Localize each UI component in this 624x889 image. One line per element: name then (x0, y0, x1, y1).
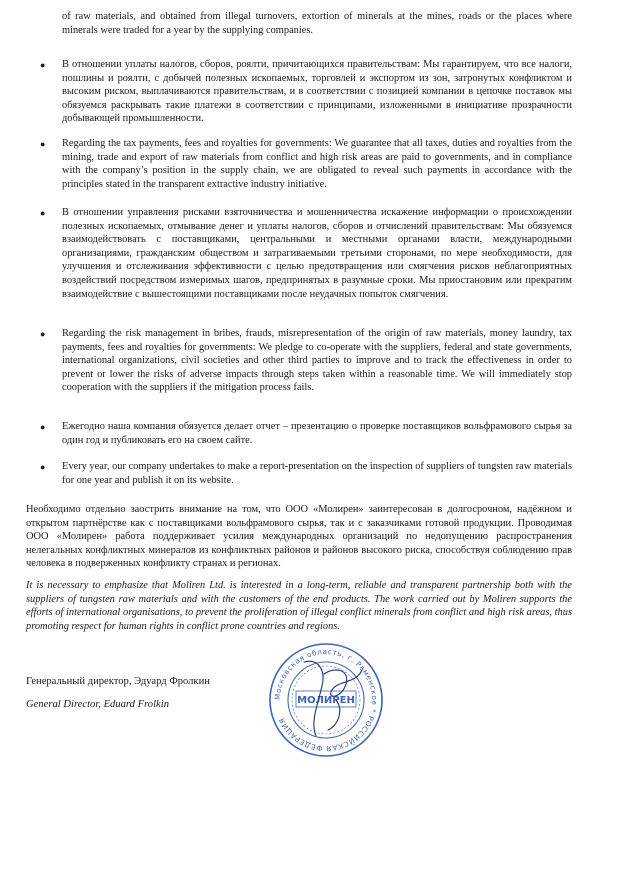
bullet-marker: ● (40, 208, 46, 218)
bullet-marker: ● (40, 422, 46, 432)
signatory-ru: Генеральный директор, Эдуард Фролкин (26, 676, 210, 687)
closing-paragraph-ru: Необходимо отдельно заострить внимание на том, что ООО «Молирен» заинтересован в долгосрочном, надёжном и открытом партнёрстве как с поставщиками вольфрамового сырья, так и с заказчиками готовой продукции. Проводимая ООО «Молирен» работа поддерживает усилия международных организаций по недопущению распространения нелегальных конфликтных минералов из конфликтных районов и районов высокого риска, способствуя соблюдению прав человека в подверженных конфликту странах и регионах. (26, 504, 572, 570)
company-stamp (266, 640, 386, 760)
bullet-item-risk-ru: В отношении управления рисками взяточничества и мошенничества искажение информации о происхождении полезных ископаемых, отмывание денег и уплаты налогов, сборов и отчислений правительствам: Мы обязуемся взаимодействовать с поставщиками, центральными и местными органами власти, международными организациями, гражданским обществом и затрагиваемыми третьими сторонами, по мере необходимости, для улучшения и отслеживания эффективности с целью предотвращения или смягчения рисков неблагоприятных воздействий посредством измеримых шагов, предпринятых в разумные сроки. Мы приостановим или прекратим взаимодействие с вышестоящими поставщиками после неудачных попыток смягчения. (62, 207, 572, 300)
bullet-item-report-ru: Ежегодно наша компания обязуется делает отчет – презентацию о проверке поставщиков вольфрамового сырья за один год и публиковать его на своем сайте. (62, 421, 572, 446)
bullet-marker: ● (40, 329, 46, 339)
bullet-marker: ● (40, 139, 46, 149)
closing-paragraph-en: It is necessary to emphasize that Moliren Ltd. is interested in a long-term, reliable and transparent partnership both with the suppliers of tungsten raw materials and with the customers of the end products. The work carried out by Moliren supports the efforts of international organisations, to prevent the proliferation of illegal conflict minerals from conflict and high risk areas, thus promoting respect for human rights in conflict prone countries and regions. (26, 580, 572, 632)
bullet-item-risk-en: Regarding the risk management in bribes, frauds, misrepresentation of the origin of raw materials, money laundry, tax payments, fees and royalties for governments: We pledge to co-operate with the suppliers, federal and state governments, international organizations, civil societies and other third parties to improve and to track the effectiveness in order to prevent or lower the risks of adverse impacts through steps taken within a reasonable time. We will immediately stop cooperation with the suppliers if the mitigation process fails. (62, 328, 572, 394)
signatory-en: General Director, Eduard Frolkin (26, 699, 169, 710)
bullet-item-tax-ru: В отношении уплаты налогов, сборов, роялти, причитающихся правительствам: Мы гарантируем, что все налоги, пошлины и роялти, с добычей полезных ископаемых, торговлей и экспортом из зон, затронутых конфликтом и высоким риском, выплачиваются правительствам, и в соответствии с позицией компании в цепочке поставок мы обязуемся раскрывать такие платежи в соответствии с принципами, изложенными в инициативе прозрачности добывающей промышленности. (62, 59, 572, 125)
intro-continuation: of raw materials, and obtained from illegal turnovers, extortion of minerals at the mines, roads or the places where minerals were traded for a year by the supplying companies. (62, 11, 572, 36)
stamp-center-text: МОЛИРЕН (297, 695, 355, 706)
bullet-marker: ● (40, 60, 46, 70)
stamp-ring-text: Московская область, г. Раменское * РОССИЙСКАЯ ФЕДЕРАЦИЯ (272, 646, 380, 754)
bullet-marker: ● (40, 462, 46, 472)
bullet-item-report-en: Every year, our company undertakes to make a report-presentation on the inspection of suppliers of tungsten raw materials for one year and publish it on its website. (62, 461, 572, 486)
bullet-item-tax-en: Regarding the tax payments, fees and royalties for governments: We guarantee that all taxes, duties and royalties from the mining, trade and export of raw materials from conflict and high risk areas are paid to governments, and in compliance with the company’s position in the supply chain, we are obligated to reveal such payments in accordance with the principles stated in the transparent extractive industry initiative. (62, 138, 572, 190)
